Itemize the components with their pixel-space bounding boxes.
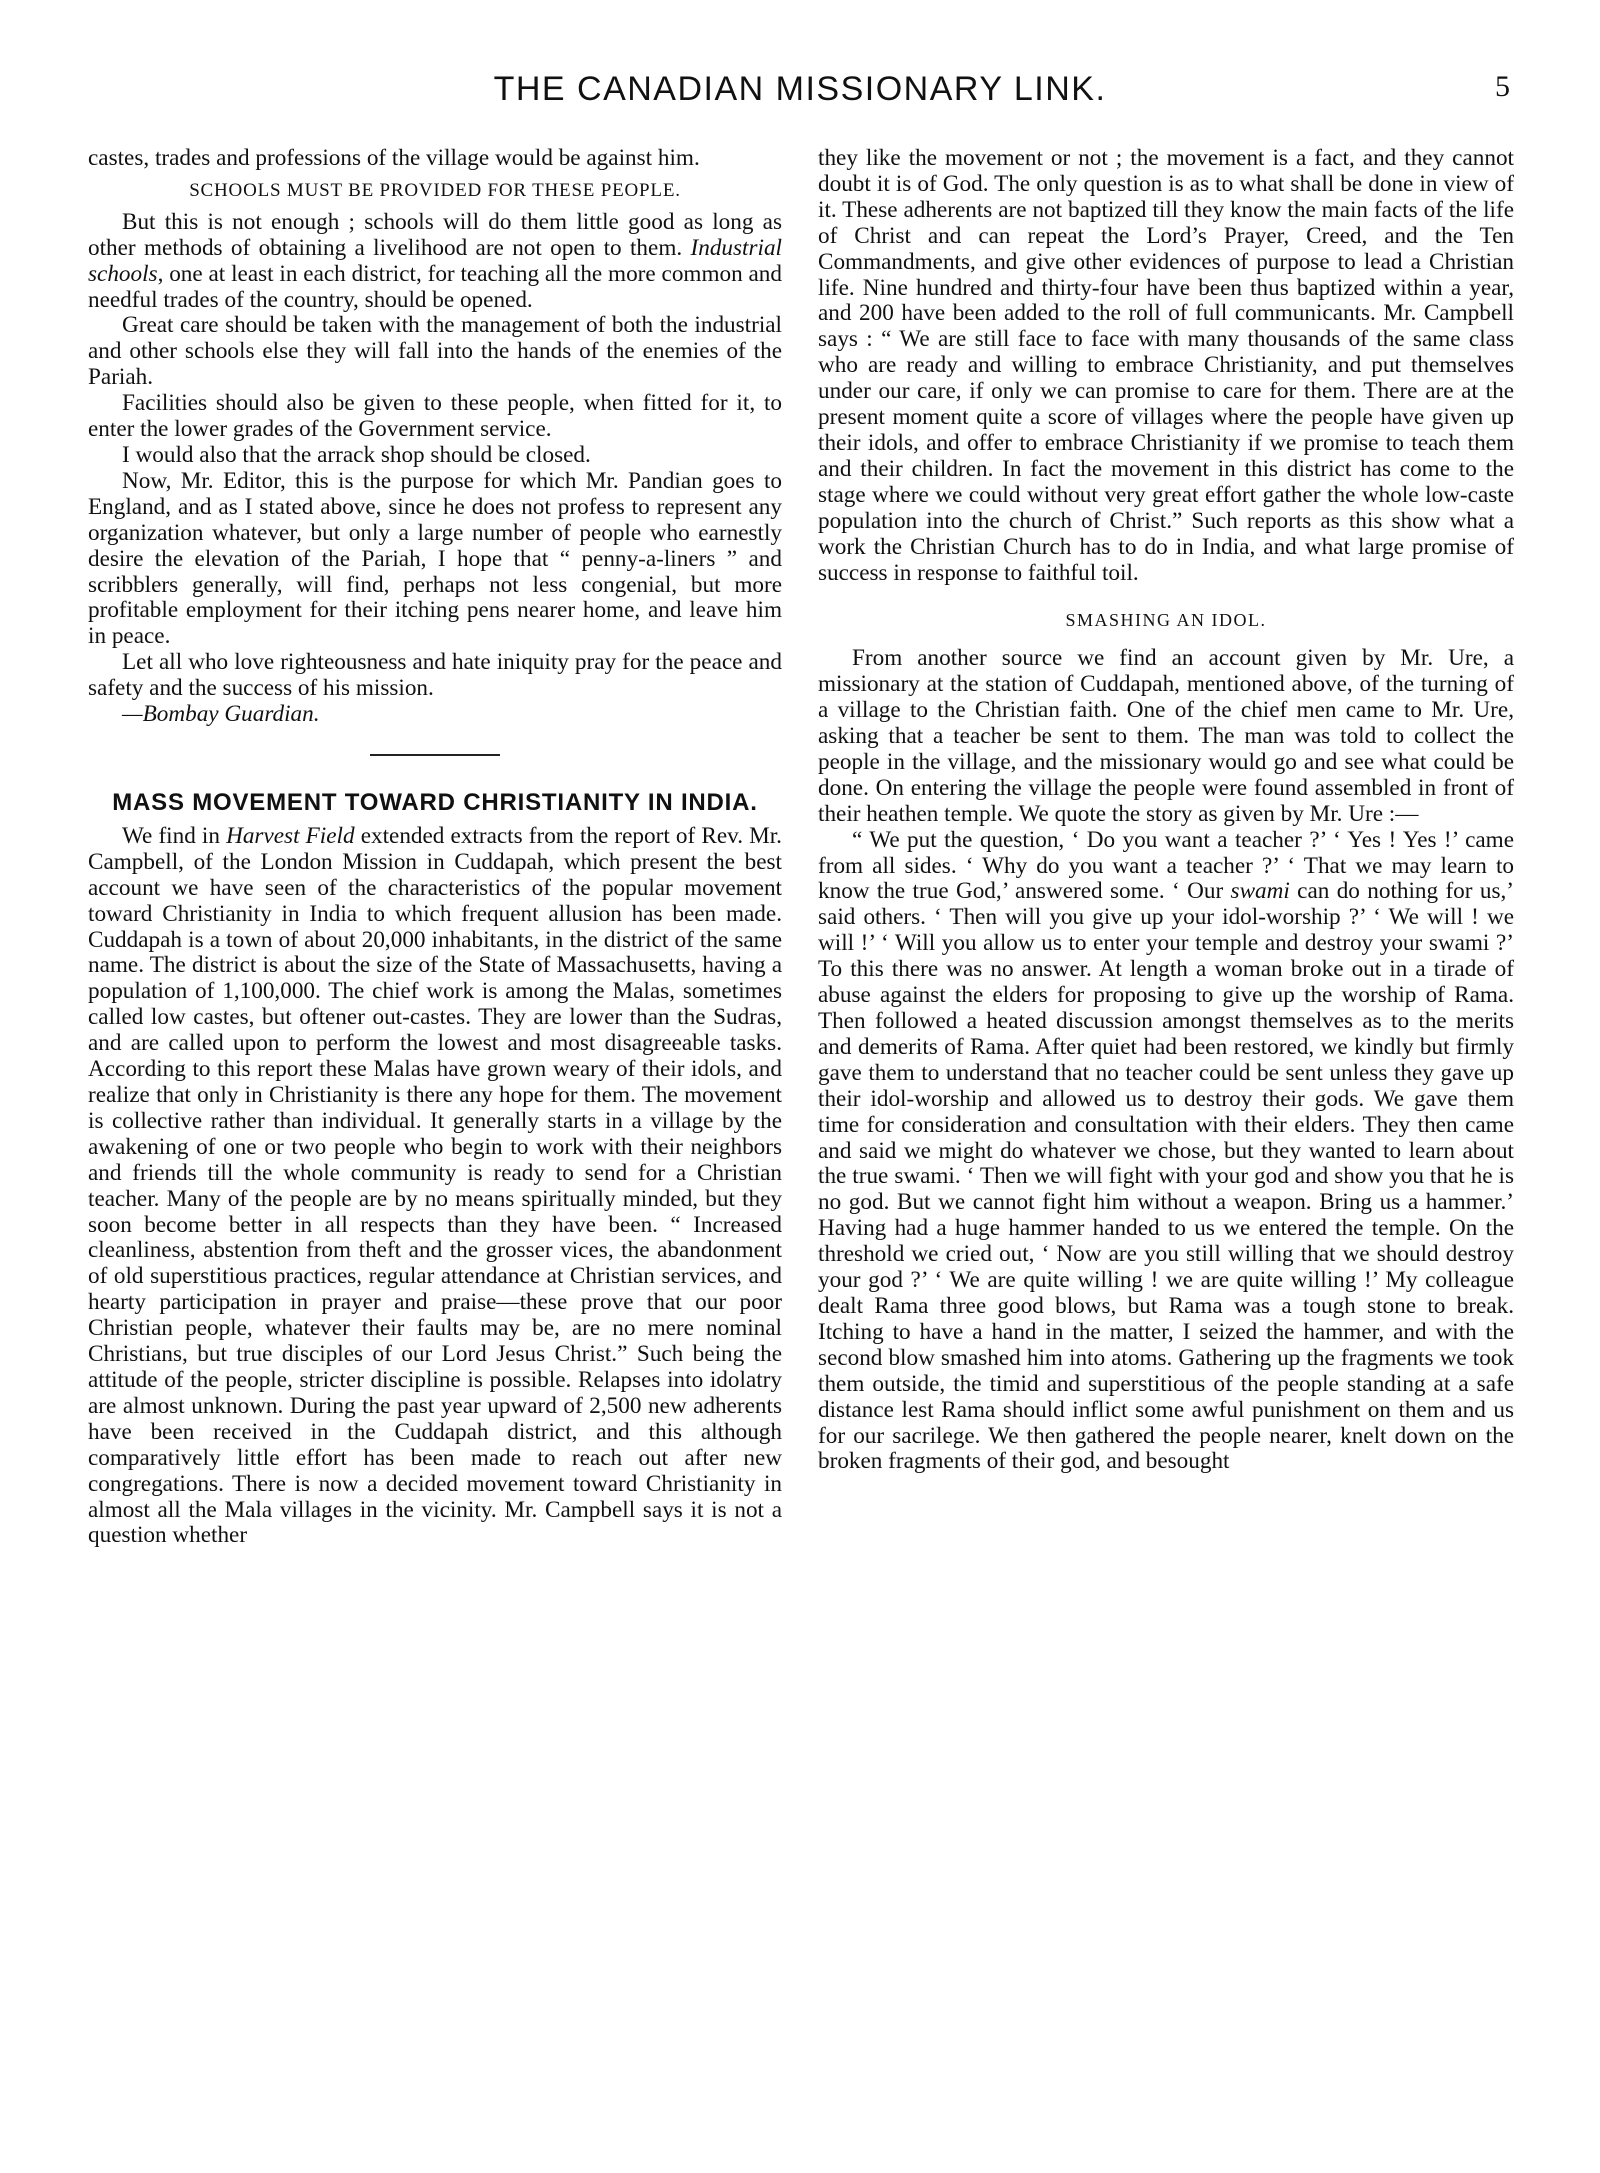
text-run: We find in xyxy=(122,822,227,849)
paragraph-schools-1 xyxy=(88,210,782,314)
text-run: , one at least in each district, for teaching all the more common and needful trades of the country, should be opened. xyxy=(88,260,782,313)
paragraph-idol-1: From another source we find an account given by Mr. Ure, a missionary at the station of Cuddapah, mentioned above, of the turning of a village to the Christian faith. One of the chief men came to Mr. Ure, asking that a teacher be sent to them. The man was told to collect the people in the village, and the missionary would go and see what could be done. On entering the village the people were found assembled in front of their heathen temple. We quote the story as given by Mr. Ure :— xyxy=(818,645,1514,827)
text-run: extended extracts from the report of Rev. Mr. Campbell, of the London Mission in Cuddapah, which present the best account we have seen of the characteristics of the popular movement toward Christianity in India to which frequent allusion has been made. Cuddapah is a town of about 20,000 inhabitants, in the district of the same name. The district is about the size of the State of Massachusetts, having a population of 1,100,000. The chief work is among the Malas, sometimes called low castes, but oftener out-castes. They are lower than the Sudras, and are called upon to perform the lowest and most disagreeable tasks. According to this report these Malas have grown weary of their idols, and realize that only in Christianity is there any hope for them. The movement is collective rather than individual. It generally starts in a village by the awakening of one or two people who begin to work with their neighbors and friends till the whole community is ready to send for a Christian teacher. Many of the people are by no means spiritually minded, but they soon become better in all respects than they have been. “ Increased cleanliness, abstention from theft and the grosser vices, the abandonment of old superstitious practices, regular attendance at Christian services, and hearty participation in prayer and praise—these prove that our poor Christian people, whatever their faults may be, are no mere nominal Christians, but true disciples of our Lord Jesus Christ.” Such being the attitude of the people, stricter discipline is possible. Relapses into idolatry are almost unknown. During the past year upward of 2,500 new adherents have been received in the Cuddapah district, and this although comparatively little effort has been made to reach out after new congregations. There is now a decided movement toward Christianity in almost all the Mala villages in the vicinity. Mr. Campbell says it is not a question whether xyxy=(88,822,782,1549)
paragraph-schools-2: Great care should be taken with the management of both the industrial and other schools else they will fall into the hands of the enemies of the Pariah. xyxy=(88,312,782,391)
paragraph-mass-movement xyxy=(88,824,782,1549)
text-run: can do nothing for us,’ said others. ‘ Then will you give up your idol-worship ?’ ‘ We will ! we will !’ ‘ Will you allow us to enter your temple and destroy your swami ?’ To this there was no answer. At length a woman broke out in a tirade of abuse against the elders for proposing to give up the worship of Rama. Then followed a heated discussion amongst themselves as to the merits and demerits of Rama. After quiet had been restored, we kindly but firmly gave them to understand that no teacher could be sent unless they gave up their idol-worship and allowed us to destroy their gods. We gave them time for consideration and consultation with their elders. They then came and said we might do whatever we chose, but they wanted to learn about the true swami. ‘ Then we will fight with your god and show you that he is no god. But we cannot fight him without a weapon. Bring us a hammer.’ Having had a huge hammer handed to us we entered the temple. On the threshold we cried out, ‘ Now are you still willing that we should destroy your god ?’ ‘ We are quite willing ! we are quite willing !’ My colleague dealt Rama three good blows, but Rama was a tough stone to break. Itching to have a hand in the matter, I seized the hammer, and with the second blow smashed him into atoms. Gathering up the fragments we took them outside, the timid and superstitious of the people standing at a safe distance lest Rama should inflict some awful punishment on them and us for our sacrilege. We then gathered the people nearer, knelt down on the broken fragments of their god, and besought xyxy=(818,878,1514,1475)
text-run: But this is not enough ; schools will do them little good as long as other methods of obtaining a livelihood are not open to them. xyxy=(88,208,782,261)
paragraph-schools-6: Let all who love righteousness and hate iniquity pray for the peace and safety and the success of his mission. xyxy=(88,649,782,702)
page-number: 5 xyxy=(1495,70,1510,103)
subheading-smashing-idol: SMASHING AN IDOL. xyxy=(1065,610,1267,631)
left-column xyxy=(88,146,782,1549)
text-run: “ We put the question, ‘ Do you want a teacher ?’ ‘ Yes ! Yes !’ came from all sides. ‘ Why do you want a teacher ?’ ‘ That we may learn to know the true God,’ answered some. ‘ Our xyxy=(818,826,1514,905)
paragraph-intro: castes, trades and professions of the village would be against him. xyxy=(88,145,700,171)
paragraph-continued: they like the movement or not ; the movement is a fact, and they cannot doubt it is of God. The only question is as to what shall be done in view of it. These adherents are not baptized till they know the main facts of the life of Christ and can repeat the Lord’s Prayer, Creed, and the Ten Commandments, and give other evidences of purpose to lead a Christian life. Nine hundred and thirty-four have been thus baptized within a year, and 200 have been added to the roll of full communicants. Mr. Campbell says : “ We are still face to face with many thousands of the same class who are ready and willing to embrace Christianity, and put themselves under our care, if only we can promise to care for them. There are at the present moment quite a score of villages where the people have given up their idols, and offer to embrace Christianity if we promise to teach them and their children. In fact the movement in this district has come to the stage where we could without very great effort gather the whole low-caste population into the church of Christ.” Such reports as this show what a work the Christian Church has to do in India, and what large promise of success in response to faithful toil. xyxy=(818,145,1514,586)
emphasis-text: swami xyxy=(1230,878,1290,905)
page-header xyxy=(80,68,1520,118)
paragraph-schools-3: Facilities should also be given to these people, when fitted for it, to enter the lower grades of the Government service. xyxy=(88,390,782,443)
paragraph-schools-5: Now, Mr. Editor, this is the purpose for which Mr. Pandian goes to England, and as I stated above, since he does not profess to represent any organization whatever, but only a large number of people who earnestly desire the elevation of the Pariah, I hope that “ penny-a-liners ” and scribblers generally, will find, perhaps not less congenial, but more profitable employment for their itching pens nearer home, and leave him in peace. xyxy=(88,467,782,650)
paragraph-schools-4: I would also that the arrack shop should be closed. xyxy=(122,441,591,468)
paragraph-idol-2 xyxy=(818,828,1514,1476)
subheading-schools: SCHOOLS MUST BE PROVIDED FOR THESE PEOPLE. xyxy=(189,179,681,201)
section-divider xyxy=(370,754,500,756)
emphasis-text: Industrial schools xyxy=(88,234,782,287)
source-attribution: —Bombay Guardian. xyxy=(122,701,320,728)
emphasis-text: Harvest Field xyxy=(226,822,355,849)
running-title: THE CANADIAN MISSIONARY LINK. xyxy=(493,70,1107,108)
article-headline: MASS MOVEMENT TOWARD CHRISTIANITY IN INDIA. xyxy=(112,788,758,816)
right-column xyxy=(818,146,1514,1475)
